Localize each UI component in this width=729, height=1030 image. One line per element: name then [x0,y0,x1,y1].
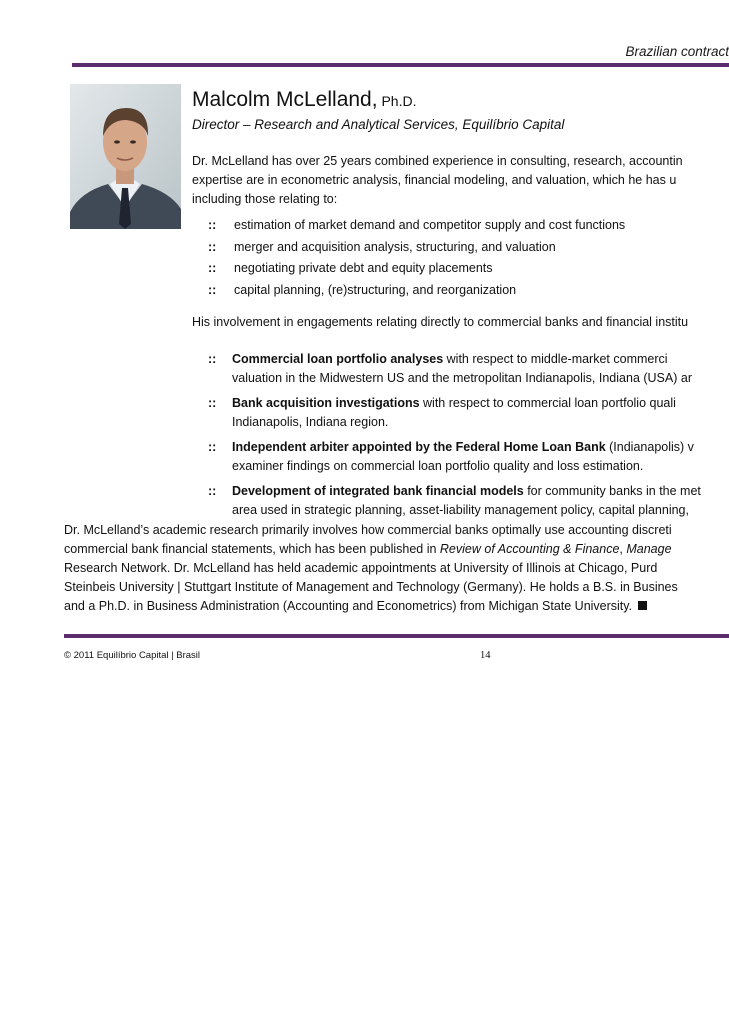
document-header-title: Brazilian contract [625,44,729,59]
bullet-glyph: :: [208,440,217,454]
bullet-glyph: :: [208,261,217,275]
intro-paragraph [192,152,729,209]
bullet-glyph: :: [208,484,217,498]
end-of-section-square-icon [638,601,647,610]
list-item [208,218,729,240]
person-role: Director – Research and Analytical Services, Equilíbrio Capital [192,117,565,132]
intro-line: including those relating to: [192,192,338,206]
intro-line: expertise are in econometric analysis, financial modeling, and valuation, which he has u [192,173,677,187]
engagement-title: Bank acquisition investigations [232,396,420,410]
list-item-text: capital planning, (re)structuring, and reorganization [234,282,517,297]
profile-photo [70,84,181,229]
expertise-list [208,218,729,304]
list-item [208,350,729,388]
journal-title: Manage [626,542,672,556]
academic-line: Dr. McLelland’s academic research primarily involves how commercial banks optimally use accounting discreti [64,523,672,537]
involvement-intro: His involvement in engagements relating directly to commercial banks and financial institu [192,315,689,329]
list-item [208,482,729,520]
academic-line: Steinbeis University | Stuttgart Institute of Management and Technology (Germany). He holds a B.S. in Busines [64,580,678,594]
engagement-text: valuation in the Midwestern US and the metropolitan Indianapolis, Indiana (USA) ar [232,371,692,385]
header-rule [72,63,729,67]
page-number: 14 [480,650,491,661]
bullet-glyph: :: [208,396,217,410]
engagement-text: Indianapolis, Indiana region. [232,415,389,429]
engagement-text: (Indianapolis) v [605,440,694,454]
bullet-glyph: :: [208,218,217,232]
footer-rule [64,634,729,638]
intro-line: Dr. McLelland has over 25 years combined experience in consulting, research, accountin [192,154,683,168]
person-name: Malcolm McLelland, Ph.D. [192,88,417,111]
bullet-glyph: :: [208,352,217,366]
list-item [208,240,729,262]
engagement-text: with respect to commercial loan portfolio quali [419,396,676,410]
academic-line: Research Network. Dr. McLelland has held academic appointments at University of Illinois at Chicago, Purd [64,561,658,575]
academic-paragraph [64,521,729,616]
list-item [208,283,729,305]
list-item-text: estimation of market demand and competitor supply and cost functions [234,218,626,232]
portrait-illustration [70,84,181,229]
list-item-text: negotiating private debt and equity placements [234,261,493,275]
engagement-text: for community banks in the met [523,484,701,498]
list-item [208,261,729,283]
academic-line: and a Ph.D. in Business Administration (Accounting and Econometrics) from Michigan State University. [64,597,729,616]
engagement-text: examiner findings on commercial loan portfolio quality and loss estimation. [232,459,644,473]
bullet-glyph: :: [208,239,217,254]
engagement-text: area used in strategic planning, asset-liability management policy, capital planning, [232,503,689,517]
engagement-text: with respect to middle-market commerci [443,352,668,366]
engagement-title: Commercial loan portfolio analyses [232,352,444,366]
engagement-title: Independent arbiter appointed by the Federal Home Loan Bank [232,440,606,454]
person-degree: Ph.D. [377,93,417,109]
engagement-title: Development of integrated bank financial models [232,484,524,498]
bullet-glyph: :: [208,282,217,297]
list-item-text: merger and acquisition analysis, structuring, and valuation [234,239,556,254]
footer-copyright: © 2011 Equilíbrio Capital | Brasil [64,650,201,661]
engagement-list [208,350,729,526]
list-item [208,394,729,432]
journal-title: Review of Accounting & Finance [439,542,620,556]
list-item [208,438,729,476]
academic-line: commercial bank financial statements, which has been published in Review of Accounting & Finance, Manage [64,542,672,556]
